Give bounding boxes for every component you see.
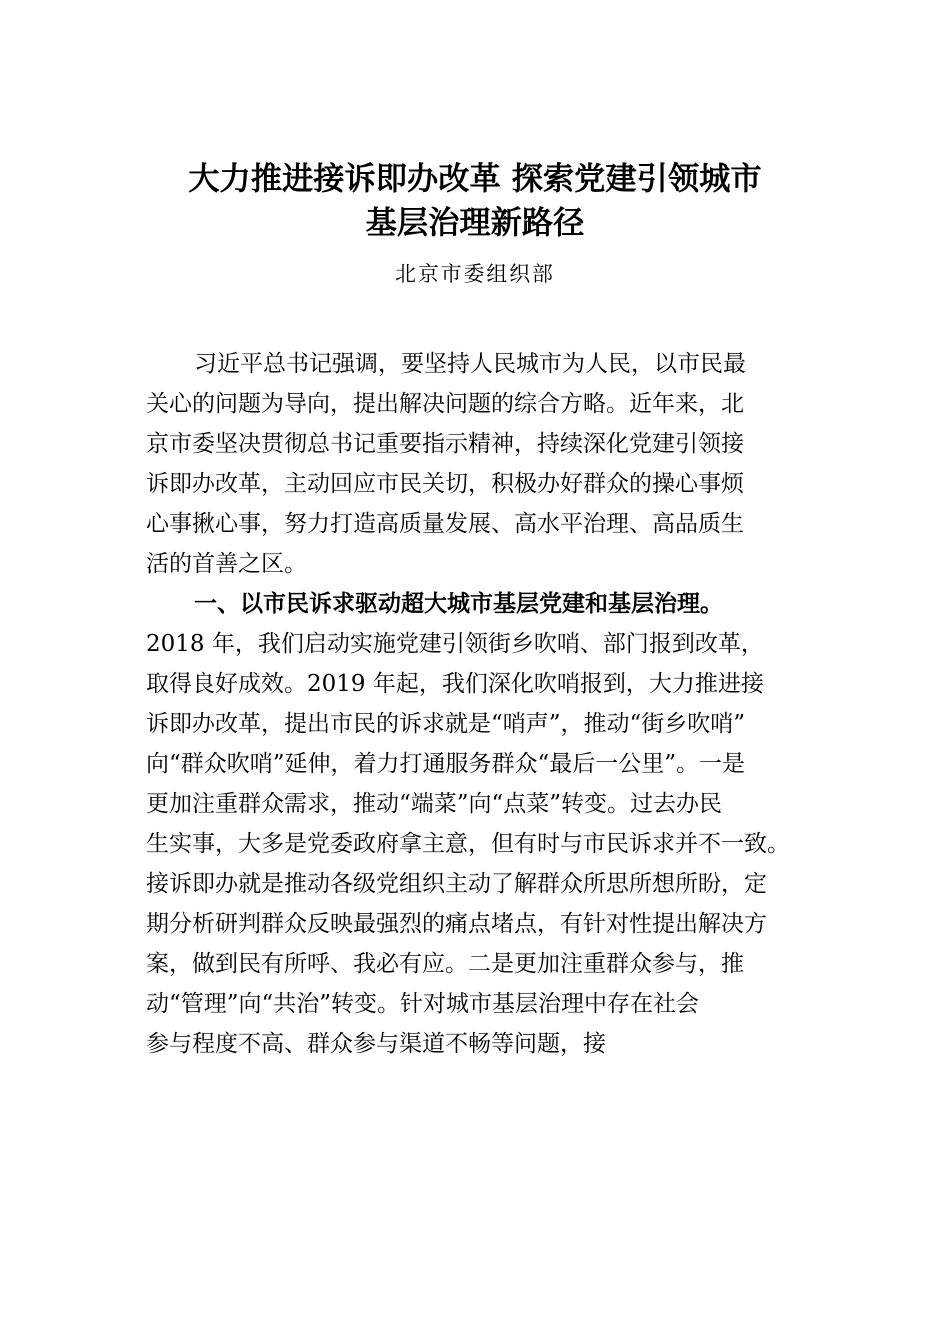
paragraph-1-line-2: 关心的问题为导向，提出解决问题的综合方略。近年来，北 [146,391,744,417]
section-1-line-7: 接诉即办就是推动各级党组织主动了解群众所思所想所盼，定 [146,871,767,897]
section-1-line-11: 参与程度不高、群众参与渠道不畅等问题，接 [146,1031,606,1057]
paragraph-1-line-3: 京市委坚决贯彻总书记重要指示精神，持续深化党建引领接 [146,431,744,457]
document-title-line-2: 基层治理新路径 [365,205,585,241]
section-1-heading: 一、以市民诉求驱动超大城市基层党建和基层治理。 [194,591,723,617]
section-1-line-1: 2018 年，我们启动实施党建引领街乡吹哨、部门报到改革， [146,631,764,657]
section-1-line-10: 动“管理”向“共治”转变。针对城市基层治理中存在社会 [146,991,700,1017]
section-1-line-5: 更加注重群众需求，推动“端菜”向“点菜”转变。过去办民 [146,791,723,817]
section-1-line-4: 向“群众吹哨”延伸，着力打通服务群众“最后一公里”。一是 [146,751,746,777]
section-1-line-9: 案，做到民有所呼、我必有应。二是更加注重群众参与，推 [146,951,744,977]
paragraph-1-line-4: 诉即办改革，主动回应市民关切，积极办好群众的操心事烦 [146,471,744,497]
document-author: 北京市委组织部 [395,262,555,286]
section-1-line-6: 生实事，大多是党委政府拿主意，但有时与市民诉求并不一致。 [146,831,790,857]
paragraph-1-line-5: 心事揪心事，努力打造高质量发展、高水平治理、高品质生 [146,511,744,537]
section-1-line-2: 取得良好成效。2019 年起，我们深化吹哨报到，大力推进接 [146,671,764,697]
section-1-line-3: 诉即办改革，提出市民的诉求就是“哨声”，推动“街乡吹哨” [146,711,746,737]
document-title-line-1: 大力推进接诉即办改革 探索党建引领城市 [188,161,762,197]
paragraph-1-line-6: 活的首善之区。 [146,551,307,577]
paragraph-1-line-1: 习近平总书记强调，要坚持人民城市为人民，以市民最 [194,351,746,377]
section-1-line-8: 期分析研判群众反映最强烈的痛点堵点，有针对性提出解决方 [146,911,767,937]
